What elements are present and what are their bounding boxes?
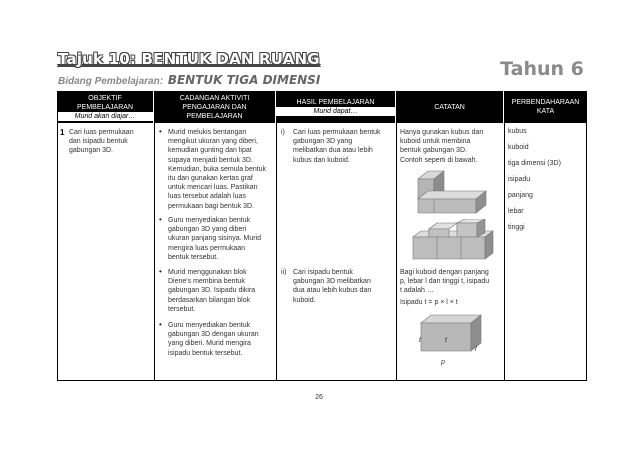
outcome-item [293,268,395,305]
header-objective [57,91,154,123]
vocab-item: kubus [508,128,527,135]
outcome-line: Cari isipadu bentuk [293,269,353,276]
composite-shape-diagram [409,219,499,265]
header-activities-line3: PEMBELAJARAN [186,112,243,120]
activity-line: kemudian gunting dan lipat [168,147,252,155]
vocab-item: tinggi [508,224,525,231]
objective-number-text: 1 [60,128,65,137]
activity-line: untuk mencari luas. Pastikan [168,184,258,192]
outcome-marker: ii) [281,269,287,276]
objective-text [69,128,151,156]
header-vocabulary [504,91,587,123]
bullet-icon: • [159,127,162,136]
activity-line: gabungan 3D dengan ukuran [168,331,259,339]
header-objective-sub: Murid akan diajar… [57,112,153,121]
activity-line: gabungan 3D. Isipadu dikira [168,287,256,295]
activity-line: Guru menyediakan bentuk [168,322,251,329]
header-activities-line1: CADANGAN AKTIVITI [179,94,250,102]
header-objective-line1: OBJEKTIF [88,94,122,102]
table-border-bottom [57,380,587,381]
activity-item [168,216,274,262]
cuboid-label-t-left: t [419,337,421,344]
topic-title: Tajuk 10: BENTUK DAN RUANG [58,50,320,68]
activity-line: luas tersebut adalah luas [168,193,246,201]
outcome-marker: i) [281,129,285,136]
bullet-icon: • [159,267,162,276]
cuboid-label-l: l [475,346,477,353]
activity-line: Murid menggunakan blok [168,269,247,276]
objective-number [60,128,64,138]
activity-item [168,321,274,358]
activity-line: Kemudian, buka semula bentuk [168,165,267,173]
vocab-item: lebar [508,208,524,215]
activity-line: yang diberi. Murid mengira [168,340,251,348]
activity-line: Murid melukis bentangan [168,129,247,136]
activity-line: mengikut ukuran yang diberi, [168,138,258,146]
notes-line: kuboid untuk membina [400,138,471,146]
activity-line: ukuran panjang sisinya. Murid [168,235,261,243]
objective-line: gabungan 3D. [69,147,113,155]
learning-area-line [58,73,320,87]
activity-line: Guru menyediakan bentuk [168,217,251,224]
header-activities [154,91,276,123]
cuboid-label-p: p [441,359,445,366]
activity-line: permukaan bagi bentuk 3D. [168,202,254,210]
activity-line: gabungan 3D yang diberi [168,226,247,234]
activity-item [168,268,274,314]
outcome-line: kuboid. [293,296,316,304]
vocab-item: kuboid [508,144,529,151]
bullet-icon: • [159,320,162,329]
header-outcomes [276,91,396,123]
activity-line: tersebut. [168,305,196,313]
header-activities-line2: PENGAJARAN DAN [182,103,247,111]
objective-line: Cari luas permukaan [69,129,134,136]
cuboid-label-t-front: t [445,337,447,344]
year-label: Tahun 6 [500,58,584,80]
bullet-icon: • [159,215,162,224]
column-divider [396,123,397,381]
column-divider [504,123,505,381]
header-notes [396,91,504,123]
notes-line: Bagi kuboid dengan panjang [400,269,489,276]
column-divider [276,123,277,381]
notes-second [400,268,504,296]
activity-line: mengira luas permukaan [168,244,246,252]
activity-line: itu dan gunakan kertas graf [168,175,253,183]
header-vocabulary-line1: PERBENDAHARAAN [511,99,580,106]
objective-line: dan isipadu bentuk [69,138,128,146]
learning-area-label: Bidang Pembelajaran: [58,76,164,87]
activity-line: bentuk tersebut. [168,253,219,261]
vocab-item: isipadu [508,176,531,183]
activity-item [168,128,274,211]
activity-line: berdasarkan bilangan blok [168,296,251,304]
table-border-left [57,91,58,381]
curriculum-table [57,91,587,381]
table-border-right [586,91,587,381]
vocab-item: panjang [508,192,533,199]
outcome-line: melibatkan dua atau lebih [293,147,373,155]
outcome-line: gabungan 3D melibatkan [293,278,371,286]
vocab-item: tiga dimensi (3D) [508,160,561,167]
outcome-item [293,128,395,165]
header-notes-line1: CATATAN [434,103,465,111]
header-vocabulary-line2: KATA [536,108,555,115]
outcome-line: Cari luas permukaan bentuk [293,129,381,136]
page-number: 26 [315,394,323,401]
header-outcomes-line1: HASIL PEMBELAJARAN [296,99,375,106]
notes-line: Hanya gunakan kubus dan [400,129,484,136]
activity-line: Diene's membina bentuk [168,278,245,286]
outcome-line: dua atau lebih kubus dan [293,287,372,295]
volume-formula: Isipadu t = p × l × t [400,299,458,306]
outcome-line: gabungan 3D yang [293,138,353,146]
notes-line: p, lebar l dan tinggi t, isipadu [400,278,490,286]
header-outcomes-sub: Murid dapat… [276,107,395,116]
cuboid-diagram [415,313,495,359]
notes-line: bentuk gabungan 3D. [400,147,467,155]
notes-line: Contoh seperti di bawah. [400,156,478,164]
notes-line: t adalah … [400,287,434,295]
column-divider [154,123,155,381]
composite-shape-diagram [414,169,496,217]
outcome-line: kubus dan kuboid. [293,156,350,164]
notes-first [400,128,502,165]
header-objective-line2: PEMBELAJARAN [76,103,134,111]
activity-line: isipadu bentuk tersebut. [168,349,243,357]
activity-line: supaya menjadi bentuk 3D. [168,156,253,164]
learning-area-value: BENTUK TIGA DIMENSI [167,73,321,87]
